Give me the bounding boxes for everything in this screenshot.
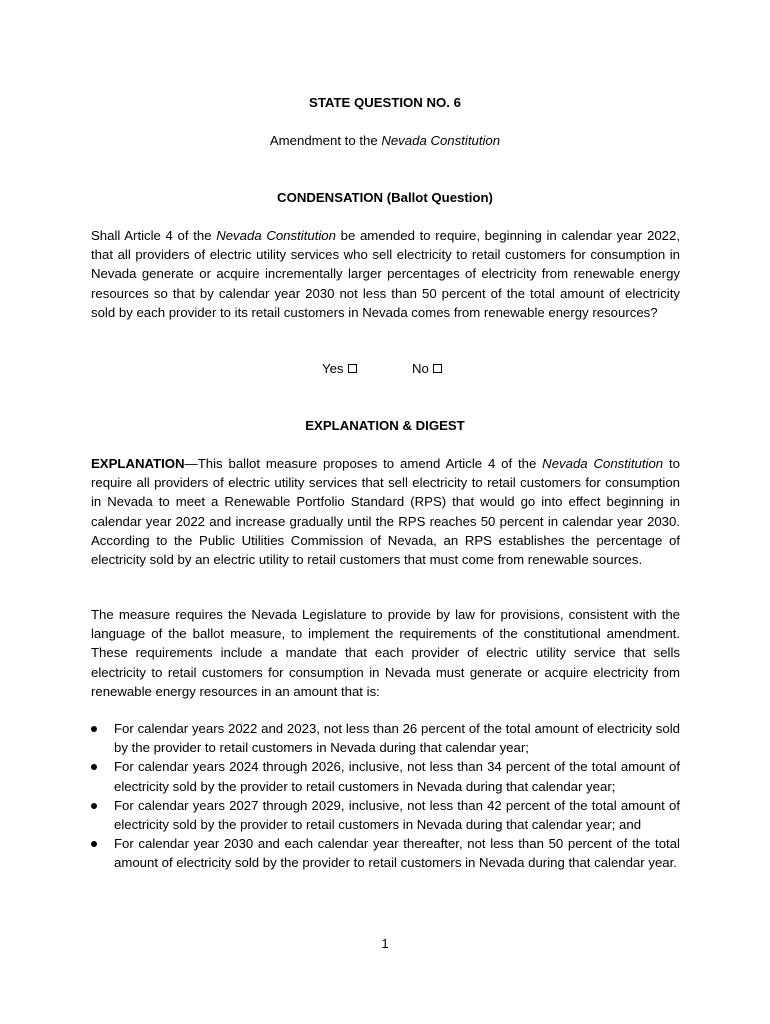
subtitle-italic: Nevada Constitution — [381, 133, 501, 148]
no-label: No — [412, 361, 429, 376]
page-title: STATE QUESTION NO. 6 — [309, 95, 461, 110]
yes-option[interactable] — [322, 359, 357, 378]
page-number: 1 — [381, 936, 389, 951]
condensation-text-post: be amended to require, beginning in calendar year 2022, that all providers of electric utility services who sell electricity to retail customers for consumption in Nevada generate or acquire incrementally larger percentages of electricity from renewable energy resources so that by calendar year 2030 not less than 50 percent of the total amount of electricity sold by each provider to its retail customers in Nevada comes from renewable energy resources? — [91, 228, 680, 320]
explanation-p1-italic: Nevada Constitution — [542, 456, 664, 471]
condensation-paragraph — [91, 226, 680, 322]
page-subtitle — [0, 131, 770, 150]
explanation-p1-post: to require all providers of electric utility services that sell electricity to retail customers for consumption in Nevada to meet a Renewable Portfolio Standard (RPS) that would go into effect beginning in calendar year 2022 and increase gradually until the RPS reaches 50 percent in calendar year 2030. According to the Public Utilities Commission of Nevada, an RPS establishes the percentage of electricity sold by an electric utility to retail customers that must come from renewable sources. — [91, 456, 680, 568]
list-item — [91, 719, 680, 757]
condensation-text-italic: Nevada Constitution — [216, 228, 336, 243]
condensation-text-pre: Shall Article 4 of the — [91, 228, 217, 243]
list-item-text: For calendar year 2030 and each calendar year thereafter, not less than 50 percent of the total amount of electricity sold by the provider to retail customers in Nevada during that calendar year. — [114, 836, 680, 871]
explanation-heading: EXPLANATION & DIGEST — [305, 418, 465, 433]
list-item-text: For calendar years 2027 through 2029, inclusive, not less than 42 percent of the total amount of electricity sold by the provider to retail customers in Nevada during that calendar year; and — [114, 797, 680, 833]
explanation-p1-pre: —This ballot measure proposes to amend Article 4 of the — [184, 456, 543, 471]
list-item — [91, 796, 680, 834]
bullet-icon — [91, 764, 97, 770]
list-item — [91, 834, 680, 872]
bullet-icon — [91, 841, 97, 847]
list-item-text: For calendar years 2024 through 2026, inclusive, not less than 34 percent of the total amount of electricity sold by the provider to retail customers in Nevada during that calendar year; — [114, 759, 680, 794]
requirements-list — [91, 719, 680, 873]
bullet-icon — [91, 803, 97, 809]
condensation-heading: CONDENSATION (Ballot Question) — [277, 190, 493, 205]
subtitle-prefix: Amendment to the — [269, 133, 382, 148]
explanation-lead: EXPLANATION — [91, 456, 185, 471]
yes-checkbox[interactable] — [348, 364, 357, 373]
list-item-text: For calendar years 2022 and 2023, not less than 26 percent of the total amount of electricity sold by the provider to retail customers in Nevada during that calendar year; — [114, 721, 680, 756]
no-option[interactable] — [412, 359, 442, 378]
list-item — [91, 757, 680, 795]
bullet-icon — [91, 726, 97, 732]
yes-label: Yes — [322, 361, 344, 376]
explanation-paragraph-1 — [91, 454, 680, 569]
explanation-paragraph-2: The measure requires the Nevada Legislature to provide by law for provisions, consistent with the language of the ballot measure, to implement the requirements of the constitutional amendment. These requirements include a mandate that each provider of electric utility service that sells electricity to retail customers for consumption in Nevada must generate or acquire electricity from renewable energy resources in an amount that is: — [91, 607, 680, 699]
no-checkbox[interactable] — [433, 364, 442, 373]
